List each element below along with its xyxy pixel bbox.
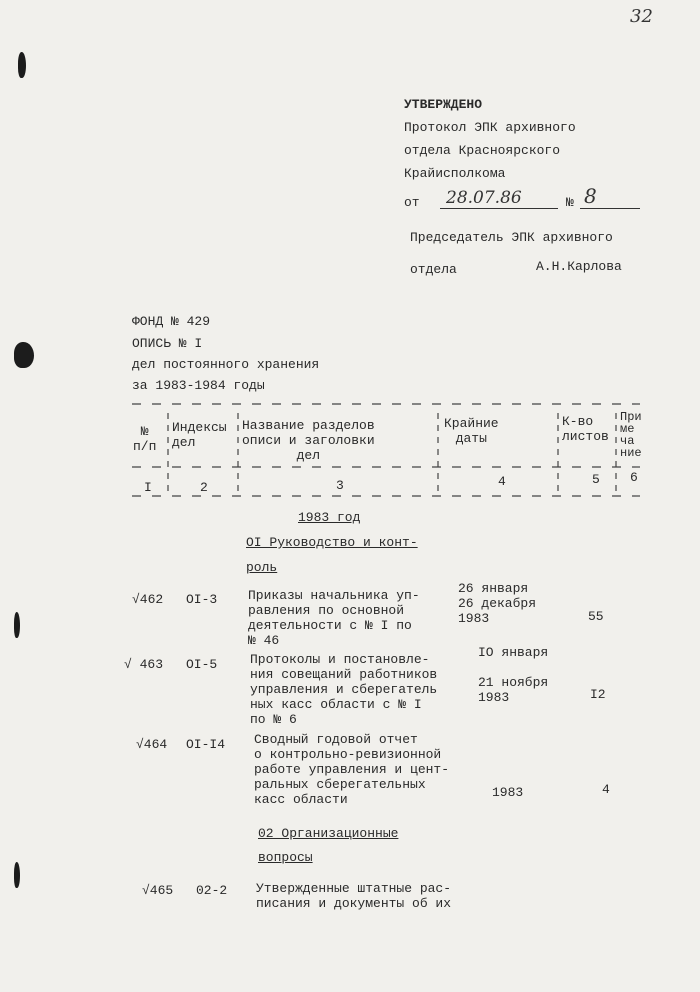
ink-blot-lower <box>14 612 20 638</box>
row-title: Утвержденные штатные рас- писания и документы об их <box>256 881 452 911</box>
approval-line3: Крайисполкома <box>404 166 506 181</box>
header-num-3: 3 <box>336 478 344 493</box>
row-dates: 1983 <box>492 785 524 800</box>
header-col-number: № п/п <box>133 424 157 454</box>
header-num-4: 4 <box>498 474 506 489</box>
approval-title: УТВЕРЖДЕНО <box>404 97 483 112</box>
header-num-1: I <box>144 480 152 495</box>
approval-date-prefix: от <box>404 195 420 210</box>
row-title: Протоколы и постановле- ния совещаний работников управления и сберегатель ных касс области с № I по № 6 <box>250 652 438 727</box>
fond-desc1: дел постоянного хранения <box>132 357 320 372</box>
row-dates: IO января 21 ноября 1983 <box>478 645 549 705</box>
header-col-title: Название разделов описи и заголовки дел <box>242 418 375 463</box>
fond-desc2: за 1983-1984 годы <box>132 378 265 393</box>
approval-date: 28.07.86 <box>440 188 558 209</box>
opis-label: ОПИСЬ № I <box>132 336 203 351</box>
row-sheets: I2 <box>590 687 606 702</box>
row-index: OI-5 <box>186 657 218 672</box>
year-heading: 1983 год <box>298 510 361 525</box>
page-number: 32 <box>630 6 653 27</box>
approval-number: 8 <box>580 184 640 209</box>
ink-blot-top <box>18 52 26 78</box>
row-number: √462 <box>132 592 164 607</box>
row-title: Сводный годовой отчет о контрольно-ревизионной работе управления и цент- ральных сберегательных касс области <box>254 732 450 807</box>
row-number: √464 <box>136 737 168 752</box>
row-index: OI-3 <box>186 592 218 607</box>
header-col-index: Индексы дел <box>172 420 227 450</box>
row-dates: 26 января 26 декабря 1983 <box>458 581 537 626</box>
row-sheets: 55 <box>588 609 604 624</box>
ink-blot-bottom <box>14 862 20 888</box>
header-col-notes: При ме ча ние <box>620 410 642 460</box>
chairman-name: А.Н.Карлова <box>536 259 622 274</box>
chairman-line2: отдела <box>410 262 457 277</box>
header-num-6: 6 <box>630 470 638 485</box>
section1-line2: роль <box>246 560 278 575</box>
section1-line1: OI Руководство и конт- <box>246 535 418 550</box>
header-num-2: 2 <box>200 480 208 495</box>
approval-line2: отдела Красноярского <box>404 143 561 158</box>
row-number: √ 463 <box>124 657 164 672</box>
fond-label: ФОНД № 429 <box>132 314 211 329</box>
ink-blot-middle <box>14 342 34 368</box>
header-num-5: 5 <box>592 472 600 487</box>
approval-line1: Протокол ЭПК архивного <box>404 120 576 135</box>
chairman-line1: Председатель ЭПК архивного <box>410 230 613 245</box>
row-sheets: 4 <box>602 782 610 797</box>
row-index: OI-I4 <box>186 737 226 752</box>
row-title: Приказы начальника уп- равления по основной деятельности с № I по № 46 <box>248 588 420 648</box>
section2-line1: 02 Организационные <box>258 826 399 841</box>
row-number: √465 <box>142 883 174 898</box>
approval-number-prefix: № <box>566 195 574 210</box>
section2-line2: вопросы <box>258 850 313 865</box>
header-col-sheets: К-во листов <box>562 414 609 444</box>
row-index: 02-2 <box>196 883 228 898</box>
header-col-dates: Крайние даты <box>444 416 499 446</box>
